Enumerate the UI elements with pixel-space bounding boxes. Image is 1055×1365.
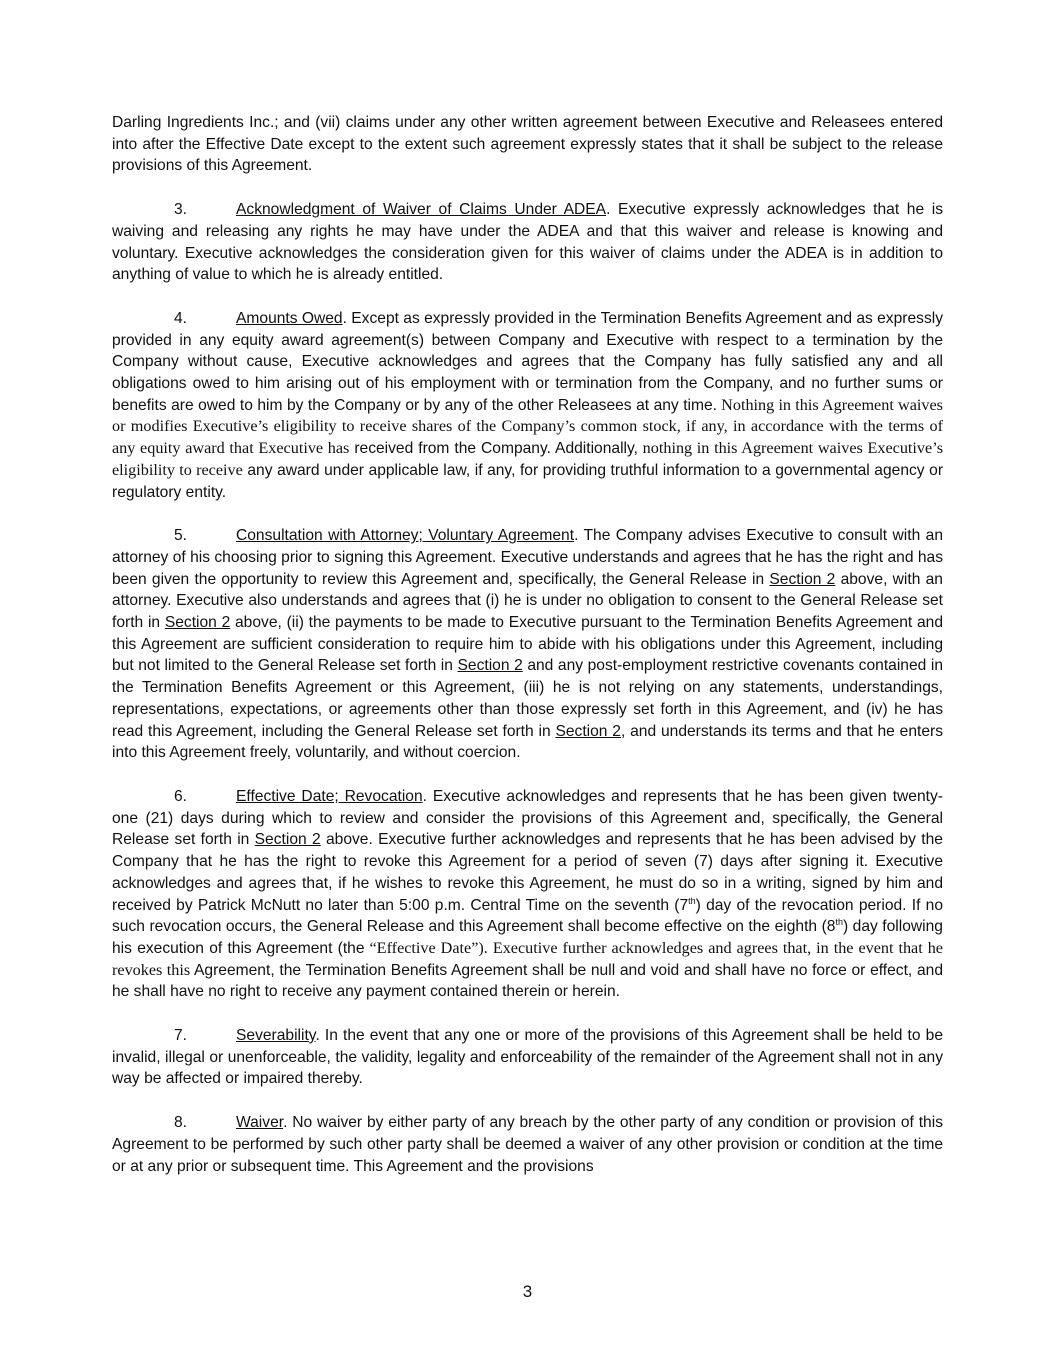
section-reference: Section 2 — [164, 614, 231, 632]
section-number: 4. — [174, 309, 188, 327]
section-body: received from the Company. Additionally, — [349, 440, 638, 458]
ordinal-superscript: th — [835, 917, 843, 928]
section-4-paragraph — [112, 308, 943, 503]
section-reference: Section 2 — [254, 831, 321, 849]
section-body: any award under applicable law, if any, for providing truthful information to a governmental agency or regulatory entity. — [112, 461, 944, 501]
section-heading: Acknowledgment of Waiver of Claims Under ADEA — [236, 201, 607, 219]
section-body-serif: “Effective Date”). Executive further acknowledges and agrees that, in the event that he revokes this — [112, 938, 943, 979]
section-body: ) day following his execution of this Agreement (the — [112, 918, 943, 957]
section-body: ) day of the revocation period. If no such revocation occurs, the General Release and this Agreement shall become effective on the eighth (8 — [112, 896, 943, 936]
paragraph-continuation — [112, 112, 943, 177]
section-number: 7. — [174, 1027, 188, 1045]
section-heading: Waiver — [236, 1114, 284, 1132]
section-body: . Executive expressly acknowledges that he is waiving and releasing any rights he may have under the ADEA and that this waiver and release is knowing and voluntary. Executive acknowledges the consideration given for this waiver of claims under the ADEA is in addition to anything of value to which he is already entitled. — [112, 201, 943, 284]
section-3-paragraph — [112, 199, 943, 286]
paragraph-text: Darling Ingredients Inc.; and (vii) claims under any other written agreement between Executive and Releasees entered into after the Effective Date except to the extent such agreement expressly states that it shall be subject to the release provisions of this Agreement. — [112, 114, 943, 175]
section-body: . No waiver by either party of any breach by the other party of any condition or provision of this Agreement to be performed by such other party shall be deemed a waiver of any other provision or condition at the time or at any prior or subsequent time. This Agreement and the provisions — [112, 1114, 943, 1175]
section-body: Agreement, the Termination Benefits Agreement shall be null and void and shall have no force or effect, and he shall have no right to receive any payment contained therein or herein. — [112, 961, 943, 1001]
section-body-serif: Nothing in this Agreement waives or modifies Executive’s eligibility to receive shares of the Company’s common stock, if any, in accordance with the terms of any equity award that Executive has — [112, 395, 943, 458]
section-7-paragraph — [112, 1025, 943, 1090]
section-body: above, with an attorney. Executive also understands and agrees that (i) he is under no obligation to consent to the General Release set forth in — [112, 570, 943, 632]
section-body: above. Executive further acknowledges and represents that he has been advised by the Company that he has the right to revoke this Agreement for a period of seven (7) days after signing it. Executive acknowledges and agrees that, if he wishes to revoke this Agreement, he must do so in a writing, signed by him and received by Patrick McNutt no later than 5:00 p.m. Central Time on the seventh (7 — [112, 831, 943, 914]
section-body: . Except as expressly provided in the Termination Benefits Agreement and as expressly provided in any equity award agreement(s) between Company and Executive with respect to a termination by the Company without cause, Executive acknowledges and agrees that the Company has fully satisfied any and all obligations owed to him arising out of his employment with or termination from the Company, and no further sums or benefits are owed to him by the Company or by any of the other Releasees at any time. — [112, 309, 943, 414]
section-heading: Effective Date; Revocation — [236, 787, 423, 805]
section-body: . The Company advises Executive to consult with an attorney of his choosing prior to signing this Agreement. Executive understands and agrees that he has the right and has been given the opportunity to review this Agreement and, specifically, the General Release in — [112, 527, 943, 588]
section-reference: Section 2 — [769, 570, 836, 588]
section-number: 6. — [174, 787, 188, 805]
section-5-paragraph — [112, 525, 943, 764]
document-page — [112, 112, 943, 1199]
section-8-paragraph — [112, 1112, 943, 1177]
section-heading: Consultation with Attorney; Voluntary Agreement — [236, 527, 575, 545]
section-6-paragraph — [112, 786, 943, 1003]
section-number: 5. — [174, 527, 188, 545]
section-body: above, (ii) the payments to be made to Executive pursuant to the Termination Benefits Agreement and this Agreement are sufficient consideration to require him to abide with his obligations under this Agreement, including but not limited to the General Release set forth in — [112, 614, 943, 675]
ordinal-superscript: th — [688, 895, 696, 906]
section-body-serif: nothing in this Agreement waives Executive’s eligibility to receive — [112, 439, 943, 479]
section-number: 8. — [174, 1114, 188, 1132]
section-heading: Severability — [236, 1027, 316, 1045]
section-reference: Section 2 — [457, 657, 523, 675]
section-body: . Executive acknowledges and represents that he has been given twenty-one (21) days during which to review and consider the provisions of this Agreement and, specifically, the General Release set forth in — [112, 787, 943, 849]
page-number: 3 — [522, 1282, 533, 1301]
section-body: . In the event that any one or more of the provisions of this Agreement shall be held to be invalid, illegal or unenforceable, the validity, legality and enforceability of the remainder of the Agreement shall not in any way be affected or impaired thereby. — [112, 1027, 943, 1088]
section-heading: Amounts Owed — [236, 309, 343, 327]
section-body: and any post-employment restrictive covenants contained in the Termination Benefits Agreement or this Agreement, (iii) he is not relying on any statements, understandings, representations, expectations, or agreements other than those expressly set forth in this Agreement, and (iv) he has read this Agreement, including the General Release set forth in — [112, 657, 943, 740]
section-number: 3. — [174, 201, 188, 219]
section-reference: Section 2 — [555, 722, 621, 740]
section-body: , and understands its terms and that he enters into this Agreement freely, voluntarily, and without coercion. — [112, 722, 943, 762]
